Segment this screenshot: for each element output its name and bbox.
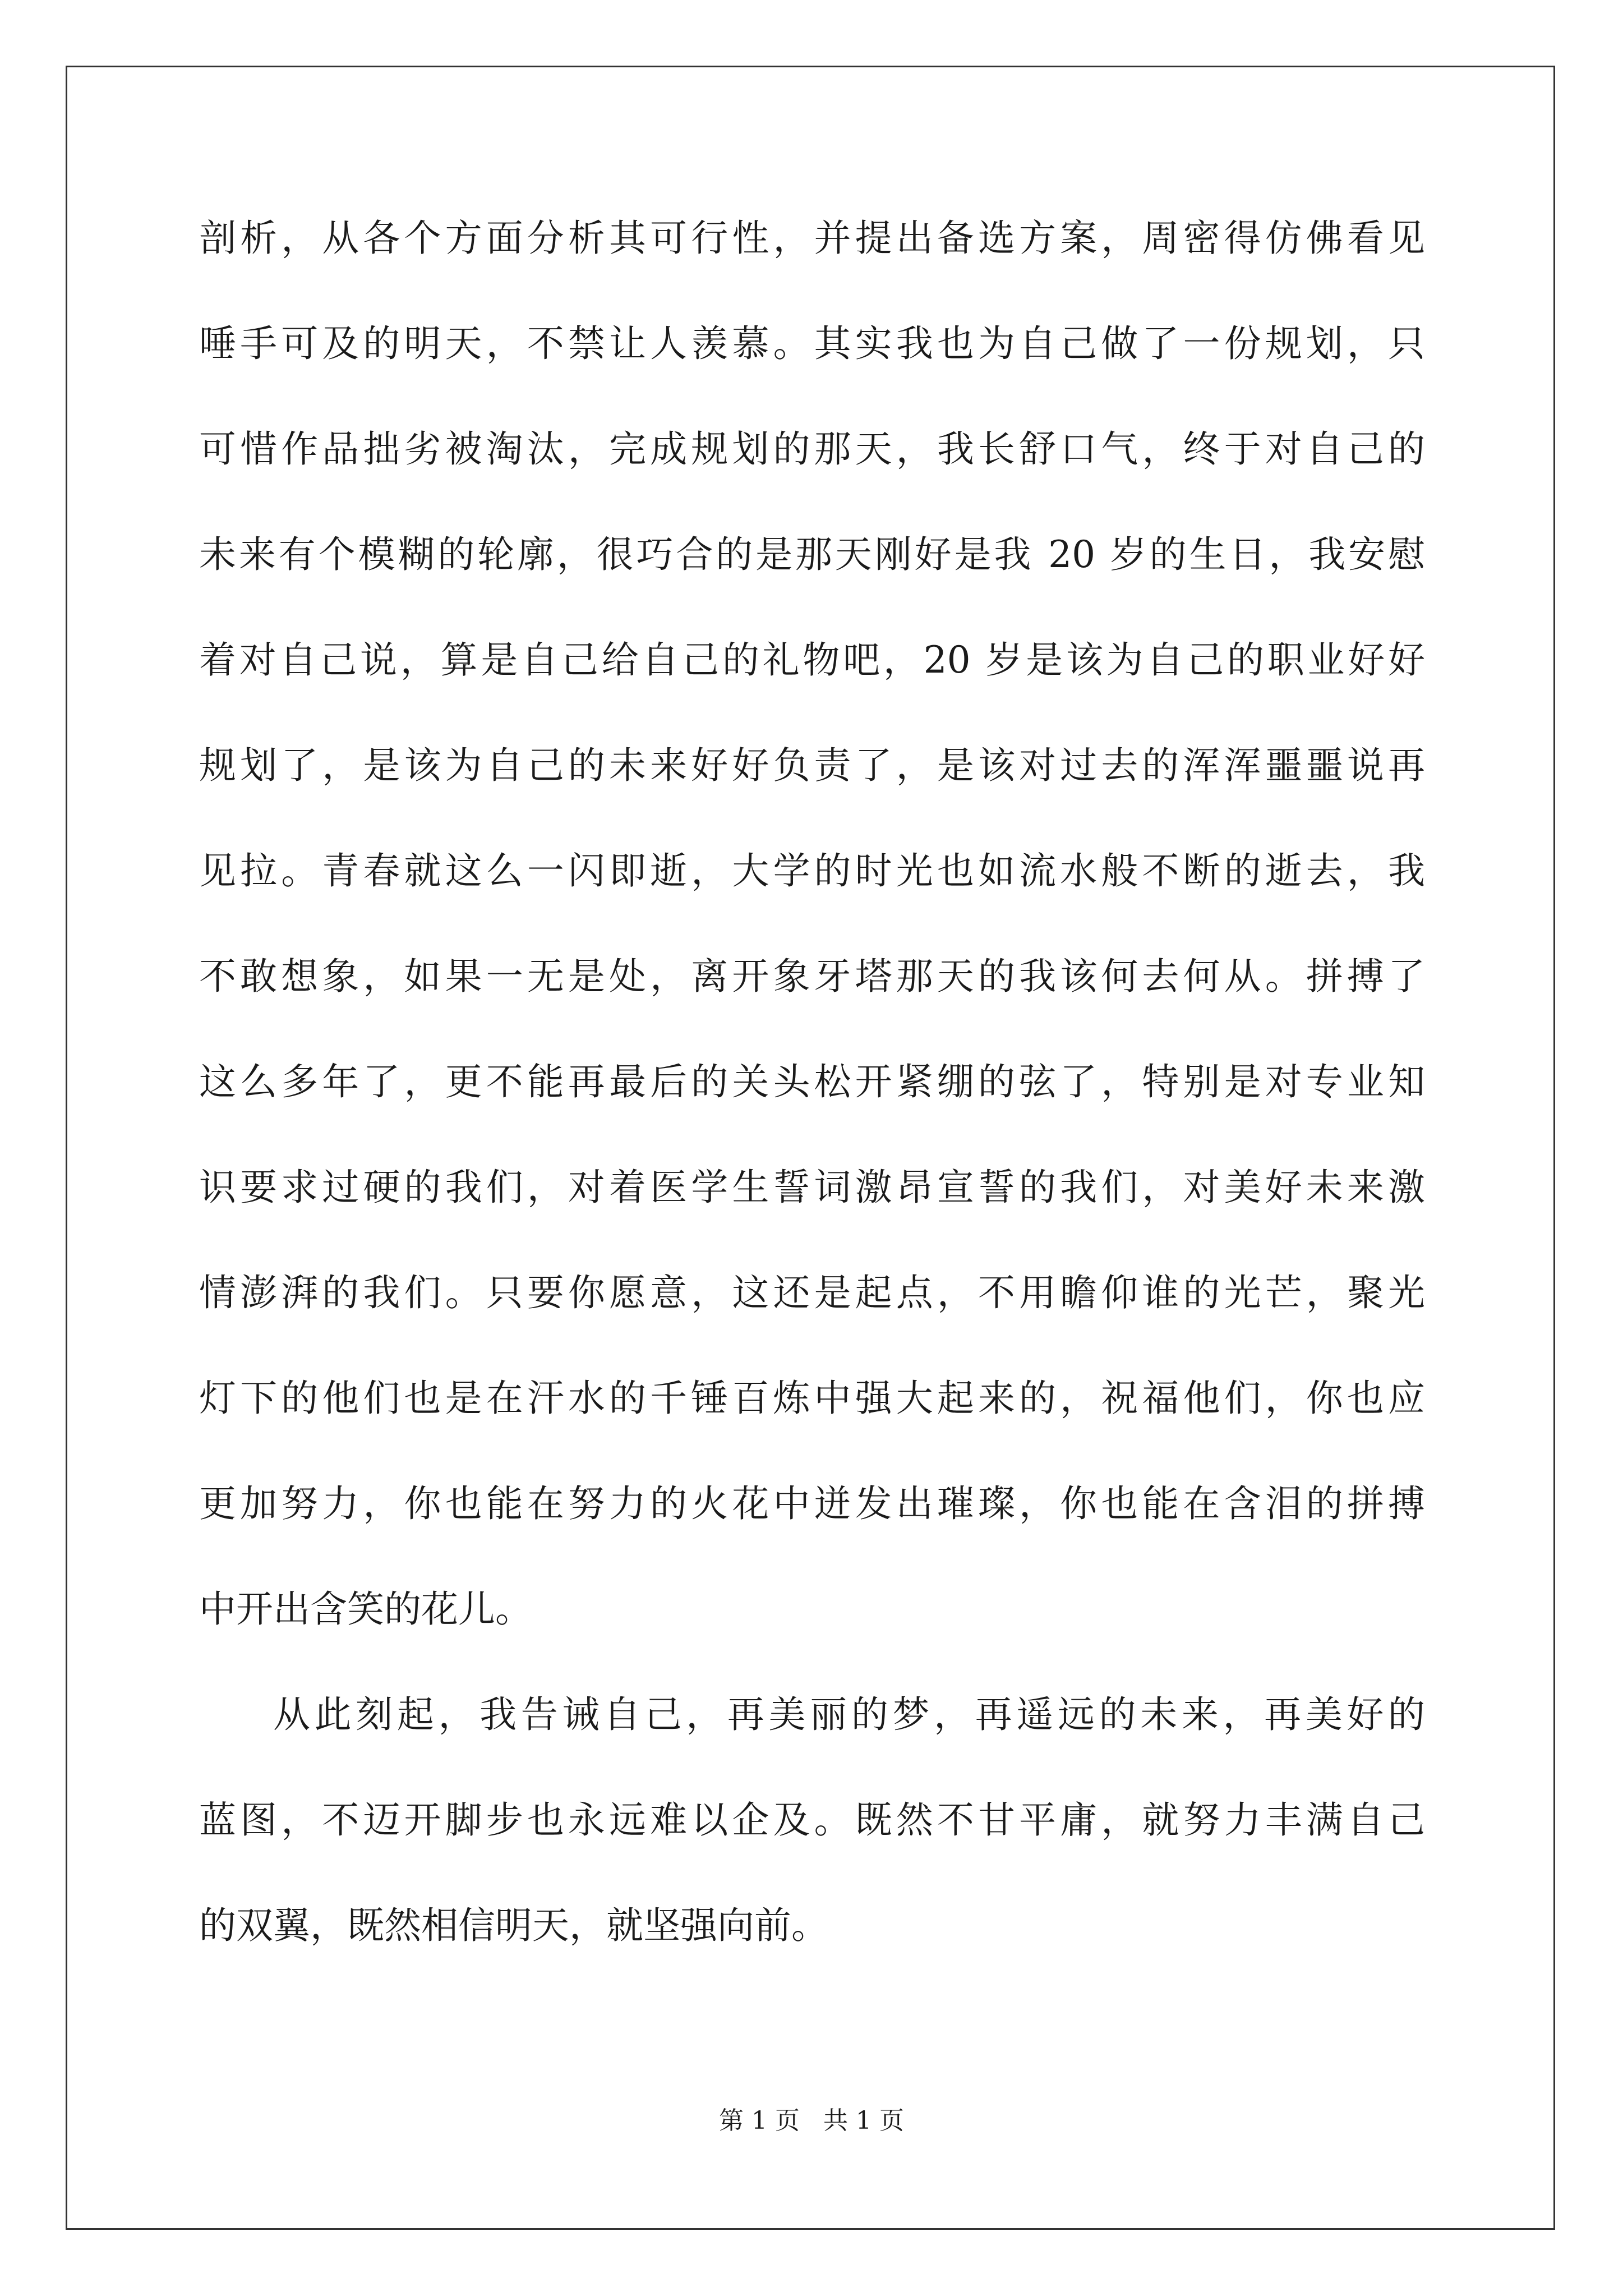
text-line: 着对自己说，算是自己给自己的礼物吧，20 岁是该为自己的职业好好 [199, 638, 1425, 682]
text-line: 蓝图，不迈开脚步也永远难以企及。既然不甘平庸，就努力丰满自己 [199, 1798, 1425, 1842]
text-line: 的双翼，既然相信明天，就坚强向前。 [199, 1904, 828, 1947]
text-line: 这么多年了，更不能再最后的关头松开紧绷的弦了，特别是对专业知 [199, 1060, 1425, 1103]
text-line: 识要求过硬的我们，对着医学生誓词激昂宣誓的我们，对美好未来激 [199, 1166, 1425, 1209]
text-line-indented: 从此刻起，我告诫自己，再美丽的梦，再遥远的未来，再美好的 [273, 1693, 1425, 1736]
text-line: 未来有个模糊的轮廓，很巧合的是那天刚好是我 20 岁的生日，我安慰 [199, 533, 1425, 576]
text-line: 情澎湃的我们。只要你愿意，这还是起点，不用瞻仰谁的光芒，聚光 [199, 1271, 1425, 1314]
text-line: 不敢想象，如果一无是处，离开象牙塔那天的我该何去何从。拼搏了 [199, 955, 1425, 998]
text-line: 规划了，是该为自己的未来好好负责了，是该对过去的浑浑噩噩说再 [199, 744, 1425, 787]
text-line: 剖析，从各个方面分析其可行性，并提出备选方案，周密得仿佛看见 [199, 217, 1425, 260]
text-line: 见拉。青春就这么一闪即逝，大学的时光也如流水般不断的逝去，我 [199, 849, 1425, 892]
text-line: 灯下的他们也是在汗水的千锤百炼中强大起来的，祝福他们，你也应 [199, 1377, 1425, 1420]
text-line: 中开出含笑的花儿。 [199, 1588, 532, 1631]
document-body [199, 210, 1425, 2003]
text-line: 唾手可及的明天，不禁让人羡慕。其实我也为自己做了一份规划，只 [199, 322, 1425, 365]
page-number-footer: 第 1 页 共 1 页 [719, 2106, 904, 2135]
text-line: 可惜作品拙劣被淘汰，完成规划的那天，我长舒口气，终于对自己的 [199, 427, 1425, 471]
text-line: 更加努力，你也能在努力的火花中迸发出璀璨，你也能在含泪的拼搏 [199, 1482, 1425, 1525]
